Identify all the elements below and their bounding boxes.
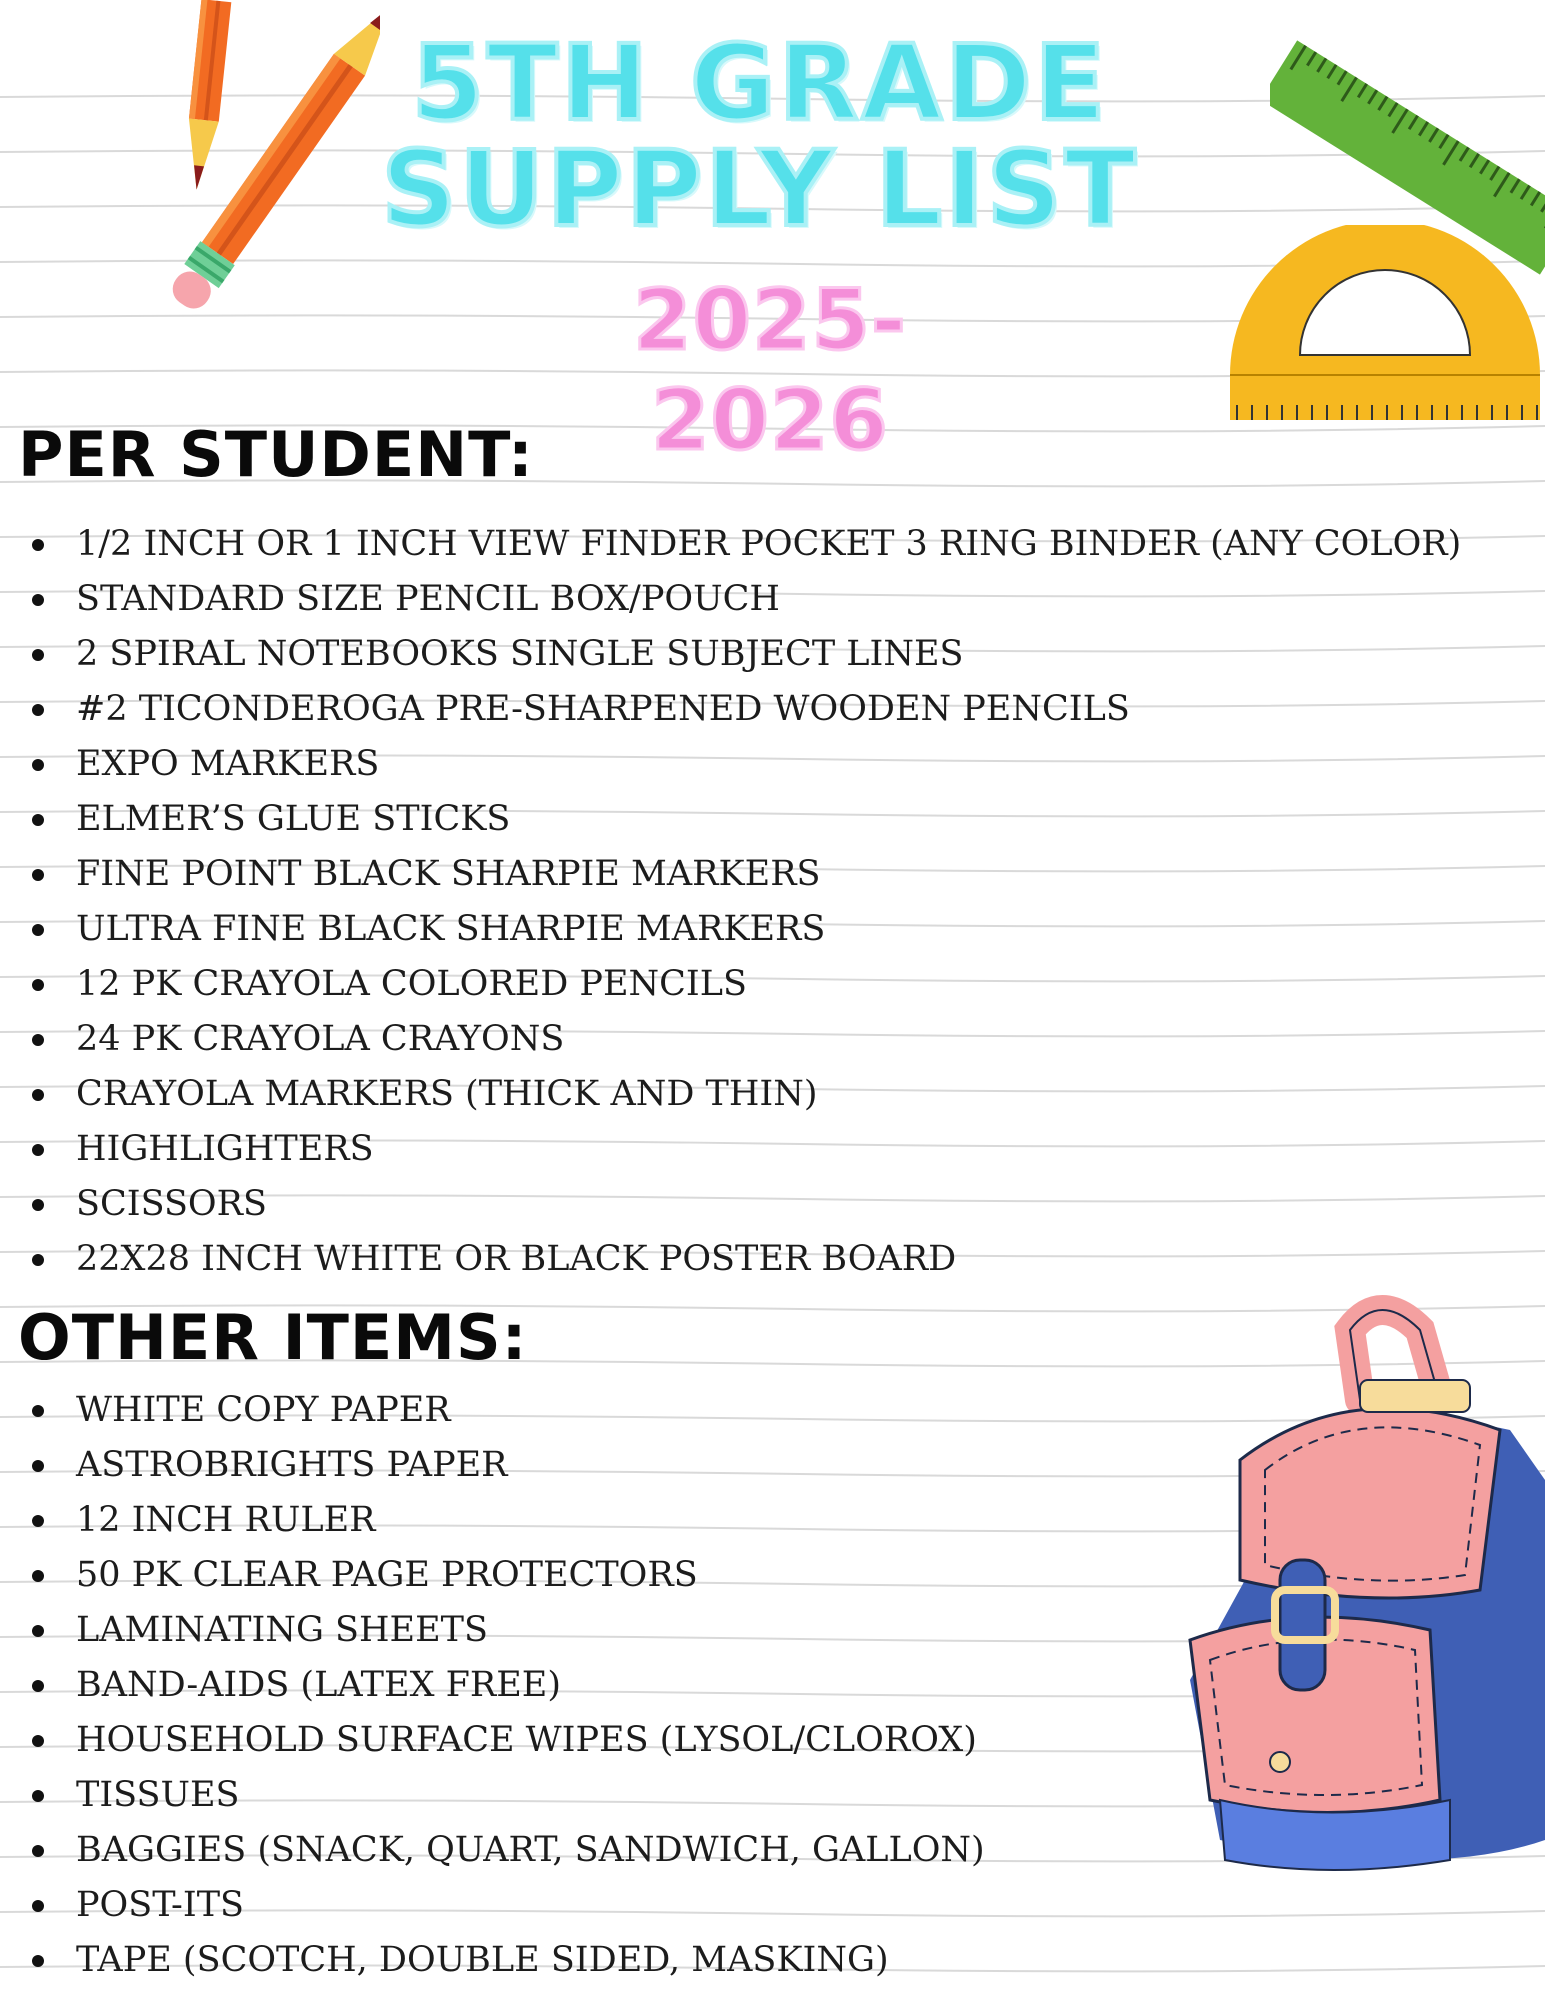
bullet-icon bbox=[32, 1460, 44, 1472]
list-item bbox=[28, 1878, 985, 1933]
list-item-text: #2 TICONDEROGA PRE-SHARPENED WOODEN PENCILS bbox=[76, 689, 1130, 729]
bullet-icon bbox=[32, 1790, 44, 1802]
list-item bbox=[28, 1232, 1461, 1287]
bullet-icon bbox=[32, 1845, 44, 1857]
bullet-icon bbox=[32, 1735, 44, 1747]
list-item-text: CRAYOLA MARKERS (THICK AND THIN) bbox=[76, 1074, 818, 1114]
list-item-text: FINE POINT BLACK SHARPIE MARKERS bbox=[76, 854, 821, 894]
list-item bbox=[28, 1713, 985, 1768]
list-item bbox=[28, 572, 1461, 627]
list-item bbox=[28, 1122, 1461, 1177]
bullet-icon bbox=[32, 814, 44, 826]
list-item bbox=[28, 1933, 985, 1988]
list-item-text: HOUSEHOLD SURFACE WIPES (LYSOL/CLOROX) bbox=[76, 1720, 977, 1760]
list-item-text: POST-ITS bbox=[76, 1885, 245, 1925]
list-item-text: 24 PK CRAYOLA CRAYONS bbox=[76, 1019, 565, 1059]
list-item-text: ULTRA FINE BLACK SHARPIE MARKERS bbox=[76, 909, 826, 949]
bullet-icon bbox=[32, 1144, 44, 1156]
list-item-text: HIGHLIGHTERS bbox=[76, 1129, 374, 1169]
bullet-icon bbox=[32, 979, 44, 991]
per-student-heading: PER STUDENT: bbox=[18, 418, 534, 491]
list-item-text: 22X28 INCH WHITE OR BLACK POSTER BOARD bbox=[76, 1239, 957, 1279]
list-item-text: TISSUES bbox=[76, 1775, 240, 1815]
list-item-text: 12 INCH RULER bbox=[76, 1500, 376, 1540]
bullet-icon bbox=[32, 1405, 44, 1417]
list-item bbox=[28, 1438, 985, 1493]
list-item-text: ELMER’S GLUE STICKS bbox=[76, 799, 511, 839]
bullet-icon bbox=[32, 1254, 44, 1266]
list-item-text: 2 SPIRAL NOTEBOOKS SINGLE SUBJECT LINES bbox=[76, 634, 964, 674]
other-items-heading: OTHER ITEMS: bbox=[18, 1301, 528, 1374]
list-item-text: EXPO MARKERS bbox=[76, 744, 380, 784]
bullet-icon bbox=[32, 869, 44, 881]
per-student-list bbox=[28, 517, 1461, 1287]
list-item bbox=[28, 1603, 985, 1658]
list-item-text: BAND-AIDS (LATEX FREE) bbox=[76, 1665, 562, 1705]
list-item-text: BAGGIES (SNACK, QUART, SANDWICH, GALLON) bbox=[76, 1830, 985, 1870]
bullet-icon bbox=[32, 1625, 44, 1637]
list-item bbox=[28, 1493, 985, 1548]
bullet-icon bbox=[32, 1034, 44, 1046]
list-item bbox=[28, 627, 1461, 682]
bullet-icon bbox=[32, 759, 44, 771]
bullet-icon bbox=[32, 539, 44, 551]
protractor-icon bbox=[1225, 225, 1545, 420]
list-item-text: 50 PK CLEAR PAGE PROTECTORS bbox=[76, 1555, 698, 1595]
list-item-text: LAMINATING SHEETS bbox=[76, 1610, 488, 1650]
bullet-icon bbox=[32, 924, 44, 936]
list-item bbox=[28, 1012, 1461, 1067]
list-item bbox=[28, 847, 1461, 902]
list-item bbox=[28, 682, 1461, 737]
bullet-icon bbox=[32, 1515, 44, 1527]
school-year: 2025-2026 bbox=[633, 271, 907, 469]
bullet-icon bbox=[32, 1900, 44, 1912]
list-item bbox=[28, 1548, 985, 1603]
bullet-icon bbox=[32, 1199, 44, 1211]
bullet-icon bbox=[32, 1570, 44, 1582]
other-items-list bbox=[28, 1383, 985, 1988]
list-item bbox=[28, 1067, 1461, 1122]
bullet-icon bbox=[32, 1089, 44, 1101]
list-item-text: ASTROBRIGHTS PAPER bbox=[76, 1445, 508, 1485]
list-item bbox=[28, 1768, 985, 1823]
bullet-icon bbox=[32, 1680, 44, 1692]
list-item bbox=[28, 1823, 985, 1878]
list-item-text: STANDARD SIZE PENCIL BOX/POUCH bbox=[76, 579, 780, 619]
bullet-icon bbox=[32, 649, 44, 661]
bullet-icon bbox=[32, 704, 44, 716]
list-item-text: 1/2 INCH OR 1 INCH VIEW FINDER POCKET 3 RING BINDER (ANY COLOR) bbox=[76, 524, 1462, 564]
list-item-text: 12 PK CRAYOLA COLORED PENCILS bbox=[76, 964, 747, 1004]
list-item bbox=[28, 737, 1461, 792]
list-item bbox=[28, 1658, 985, 1713]
list-item-text: TAPE (SCOTCH, DOUBLE SIDED, MASKING) bbox=[76, 1940, 889, 1980]
list-item bbox=[28, 1177, 1461, 1232]
list-item-text: WHITE COPY PAPER bbox=[76, 1390, 451, 1430]
bullet-icon bbox=[32, 1955, 44, 1967]
title-line-2: SUPPLY LIST bbox=[381, 128, 1139, 250]
list-item bbox=[28, 957, 1461, 1012]
list-item bbox=[28, 902, 1461, 957]
list-item bbox=[28, 1383, 985, 1438]
backpack-icon bbox=[1180, 1280, 1545, 1880]
list-item bbox=[28, 517, 1461, 572]
list-item-text: SCISSORS bbox=[76, 1184, 267, 1224]
list-item bbox=[28, 792, 1461, 847]
title-line-1: 5TH GRADE bbox=[411, 22, 1109, 144]
bullet-icon bbox=[32, 594, 44, 606]
page-title bbox=[330, 22, 1190, 250]
